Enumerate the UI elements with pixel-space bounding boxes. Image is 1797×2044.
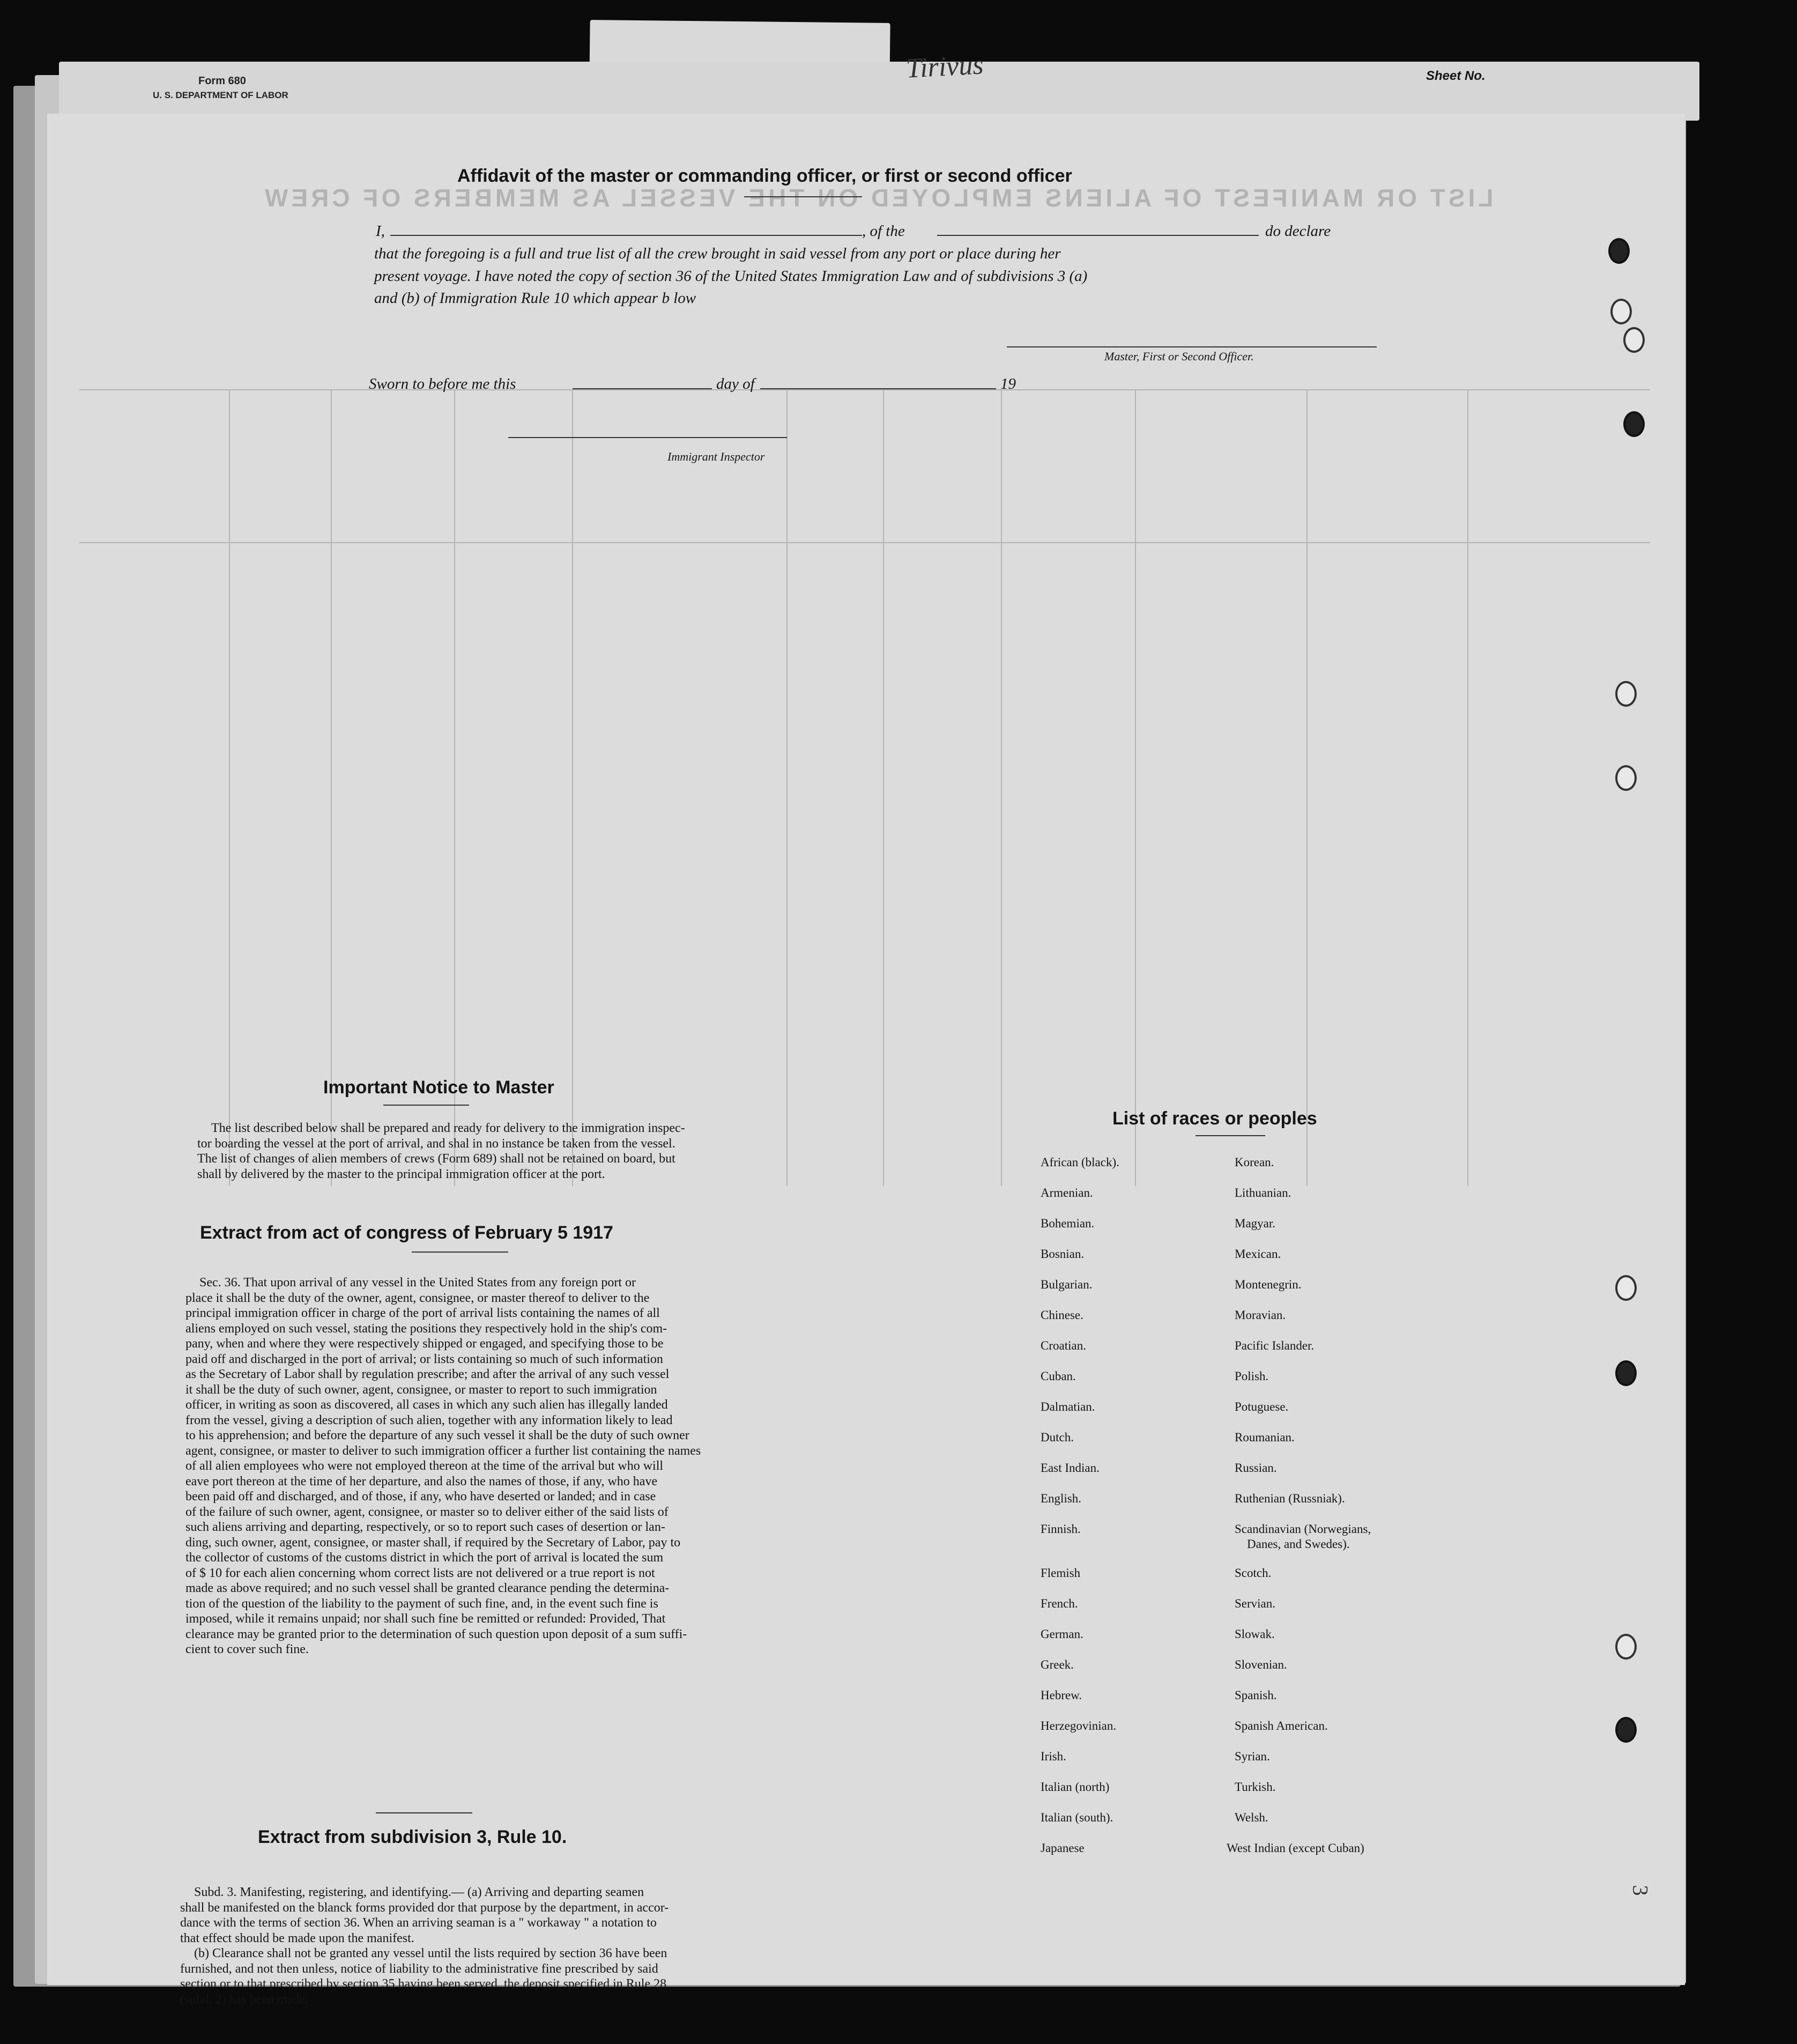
race-item: Japanese [1041, 1841, 1085, 1855]
race-item: Irish. [1041, 1750, 1066, 1763]
page-mark: 3 [1628, 1885, 1653, 1896]
affidavit-text: that the foregoing is a full and true list of all the crew brought in said vessel from any port or place during her [374, 245, 1061, 262]
race-item: Armenian. [1041, 1186, 1093, 1199]
race-item: Italian (north) [1041, 1780, 1110, 1794]
act-line: as the Secretary of Labor shall by regulation prescribe; and after the arrival of any such vessel [185, 1367, 670, 1381]
race-item: Russian. [1235, 1461, 1277, 1475]
separator-line [376, 1812, 472, 1813]
race-item: Korean. [1235, 1156, 1274, 1169]
notice-line: The list of changes of alien members of crews (Form 689) shall not be retained on board, but [197, 1152, 675, 1166]
affidavit-of-the: , of the [862, 223, 905, 240]
races-title: List of races or peoples [1112, 1108, 1317, 1129]
act-line: ding, such owner, agent, consignee, or master shall, if required by the Secretary of Labor, pay to [185, 1535, 681, 1550]
act-line: Sec. 36. That upon arrival of any vessel in the United States from any foreign port or [199, 1276, 636, 1290]
month-blank [760, 388, 996, 389]
act-line: of the failure of such owner, agent, consignee, or master so to deliver either of the said lists of [185, 1505, 669, 1519]
punch-hole-icon [1615, 681, 1637, 707]
master-label: Master, First or Second Officer. [1104, 350, 1254, 363]
act-line: been paid off and discharged, and of those, if any, who have deserted or landed; and in case [185, 1490, 656, 1504]
race-item: West Indian (except Cuban) [1227, 1841, 1364, 1855]
act-underline [412, 1251, 508, 1253]
race-item: Greek. [1041, 1658, 1074, 1671]
affidavit-text: and (b) of Immigration Rule 10 which appear b low [374, 290, 696, 307]
act-line: from the vessel, giving a description of such alien, together with any information likely to lead [185, 1413, 673, 1427]
race-item: Polish. [1235, 1369, 1269, 1383]
race-item: Servian. [1235, 1597, 1276, 1610]
rule-line: (b) Clearance shall not be granted any vessel until the lists required by section 36 have been [194, 1946, 667, 1960]
race-item: Pacific Islander. [1235, 1339, 1315, 1352]
rule-text [180, 1885, 797, 2007]
act-line: cient to cover such fine. [185, 1642, 309, 1656]
rule-line: furnished, and not then unless, notice of liability to the administrative fine prescribed by said [180, 1961, 658, 1976]
act-line: principal immigration officer in charge of the port of arrival lists containing the names of all [185, 1306, 660, 1320]
act-title: Extract from act of congress of February 5 1917 [200, 1223, 613, 1243]
year-label: 19 [1000, 375, 1016, 392]
race-item: Welsh. [1235, 1811, 1268, 1824]
sworn-day-blank [573, 388, 712, 389]
race-item: Slowak. [1235, 1627, 1275, 1641]
race-item: Hebrew. [1041, 1688, 1082, 1702]
race-item: Flemish [1041, 1566, 1081, 1580]
race-item: Magyar. [1235, 1217, 1276, 1230]
title-underline [744, 196, 862, 197]
act-line: pany, when and where they were respectively shipped or engaged, and specifying those to be [185, 1337, 664, 1351]
act-line: officer, in writing as soon as discovered, all cases in which any such alien has illegally landed [185, 1398, 668, 1412]
races-underline [1195, 1135, 1265, 1136]
race-item: German. [1041, 1627, 1083, 1641]
affidavit-title: Affidavit of the master or commanding officer, or first or second officer [457, 166, 1072, 186]
punch-hole-icon [1615, 765, 1637, 791]
department-label: U. S. DEPARTMENT OF LABOR [153, 90, 288, 100]
race-item: Spanish American. [1235, 1719, 1328, 1732]
notice-underline [383, 1105, 469, 1106]
race-item: Turkish. [1235, 1780, 1276, 1794]
document-page [47, 114, 1685, 2006]
notice-line: shall by delivered by the master to the principal immigration officer at the port. [197, 1167, 605, 1181]
affidavit-i: I, [376, 223, 385, 240]
race-item: English. [1041, 1492, 1082, 1505]
act-line: aliens employed on such vessel, stating the positions they respectively hold in the ship's com- [185, 1321, 667, 1336]
act-line: paid off and discharged in the port of arrival; or lists containing so much of such information [185, 1352, 663, 1366]
race-item: Bohemian. [1041, 1217, 1095, 1230]
race-item: Bulgarian. [1041, 1278, 1093, 1291]
race-item: East Indian. [1041, 1461, 1100, 1475]
act-line: such aliens arriving and departing, respectively, or so to report such cases of desertion or lan- [185, 1520, 665, 1534]
race-item: Lithuanian. [1235, 1186, 1291, 1199]
race-item: Mexican. [1235, 1247, 1281, 1261]
race-item: Scandinavian (Norwegians, [1235, 1522, 1371, 1536]
act-line: to his apprehension; and before the departure of any such vessel it shall be the duty of such owner [185, 1428, 689, 1442]
punch-hole-icon [1608, 238, 1630, 264]
act-line: agent, consignee, or master to deliver to such immigration officer a further list containing the names [185, 1443, 701, 1458]
race-item: Potuguese. [1235, 1400, 1289, 1413]
race-item: Moravian. [1235, 1308, 1286, 1322]
race-item: Syrian. [1235, 1750, 1270, 1763]
affidavit-declare: do declare [1265, 223, 1331, 240]
punch-hole-icon [1610, 299, 1632, 324]
race-item: African (black). [1041, 1156, 1119, 1169]
act-line: place it shall be the duty of the owner, agent, consignee, or master thereof to deliver to the [185, 1291, 650, 1305]
day-of-label: day of [716, 375, 755, 392]
race-item: Slovenian. [1235, 1658, 1287, 1671]
race-item: Finnish. [1041, 1522, 1081, 1536]
act-line: eave port thereon at the time of her departure, and also the names of those, if any, who have [185, 1474, 658, 1488]
act-line: of all alien employees who were not employed thereon at the time of the arrival but who will [185, 1459, 664, 1473]
punch-hole-icon [1615, 1717, 1637, 1743]
race-item: Spanish. [1235, 1688, 1277, 1702]
punch-hole-icon [1615, 1634, 1637, 1660]
vessel-blank [937, 235, 1259, 236]
race-item: Herzegovinian. [1041, 1719, 1117, 1732]
race-item: Cuban. [1041, 1369, 1076, 1383]
race-item: Dutch. [1041, 1431, 1074, 1444]
inspector-blank [508, 437, 787, 438]
rule-line: that effect should be made upon the manifest. [180, 1931, 414, 1945]
race-item: Scotch. [1235, 1566, 1272, 1580]
affidavit-text: present voyage. I have noted the copy of section 36 of the United States Immigration Law and of subdivisions 3 (a) [374, 268, 1088, 285]
act-line: the collector of customs of the customs district in which the port of arrival is located the sum [185, 1551, 664, 1565]
race-item: Montenegrin. [1235, 1278, 1302, 1291]
form-label: Form 680 [198, 75, 246, 87]
signature-blank [1007, 346, 1377, 347]
name-blank [390, 235, 862, 236]
race-item: Danes, and Swedes). [1247, 1537, 1350, 1551]
rule-line: shall be manifested on the blanck forms provided dor that purpose by the department, in accor- [180, 1900, 669, 1915]
race-item: Bosnian. [1041, 1247, 1085, 1261]
act-line: imposed, while it remains unpaid; nor shall such fine be remitted or refunded: Provided, That [185, 1612, 666, 1626]
notice-title: Important Notice to Master [323, 1077, 554, 1098]
rule-line: Subd. 3. Manifesting, registering, and identifying.— (a) Arriving and departing seamen [194, 1885, 644, 1899]
act-line: clearance may be granted prior to the determination of such question upon deposit of a sum suffi- [185, 1627, 687, 1641]
act-line: tion of the question of the liability to the payment of such fine, and, in the event such fine is [185, 1596, 658, 1611]
race-item: Italian (south). [1041, 1811, 1113, 1824]
act-line: made as above required; and no such vessel shall be granted clearance pending the determina- [185, 1581, 670, 1595]
punch-hole-icon [1615, 1275, 1637, 1301]
rule-line: (subd. 2) has been made. [180, 1992, 308, 2006]
race-item: French. [1041, 1597, 1078, 1610]
handwritten-name: Tirivus [905, 49, 984, 84]
inspector-label: Immigrant Inspector [667, 450, 765, 463]
rule-title: Extract from subdivision 3, Rule 10. [258, 1827, 567, 1847]
rule-line: dance with the terms of section 36. When an arriving seaman is a " workaway " a notation to [180, 1916, 657, 1930]
sheet-label: Sheet No. [1426, 69, 1486, 83]
sworn-label: Sworn to before me this [369, 375, 516, 392]
punch-hole-icon [1623, 327, 1645, 353]
punch-hole-icon [1615, 1360, 1637, 1386]
race-item: Chinese. [1041, 1308, 1083, 1322]
act-line: of $ 10 for each alien concerning whom correct lists are not delivered or a true report is not [185, 1566, 655, 1580]
race-item: Croatian. [1041, 1339, 1086, 1352]
race-item: Dalmatian. [1041, 1400, 1095, 1413]
notice-line: tor boarding the vessel at the port of arrival, and shal in no instance be taken from the vessel. [197, 1136, 675, 1151]
notice-line: The list described below shall be prepared and ready for delivery to the immigration inspec- [211, 1121, 685, 1135]
notice-text [197, 1121, 808, 1182]
race-item: Roumanian. [1235, 1431, 1295, 1444]
act-line: it shall be the duty of such owner, agent, consignee, or master to report to such immigration [185, 1382, 657, 1397]
punch-hole-icon [1623, 411, 1645, 437]
bleed-through-ghost: LIST OR MANIFEST OF ALIENS EMPLOYED ON THE VESSEL AS MEMBERS OF CREW [262, 184, 1494, 212]
act-text [185, 1275, 802, 1657]
race-item: Ruthenian (Russniak). [1235, 1492, 1345, 1505]
rule-line: section or to that prescribed by section 35 having been served, the deposit specified in Rule 28 [180, 1977, 667, 1991]
